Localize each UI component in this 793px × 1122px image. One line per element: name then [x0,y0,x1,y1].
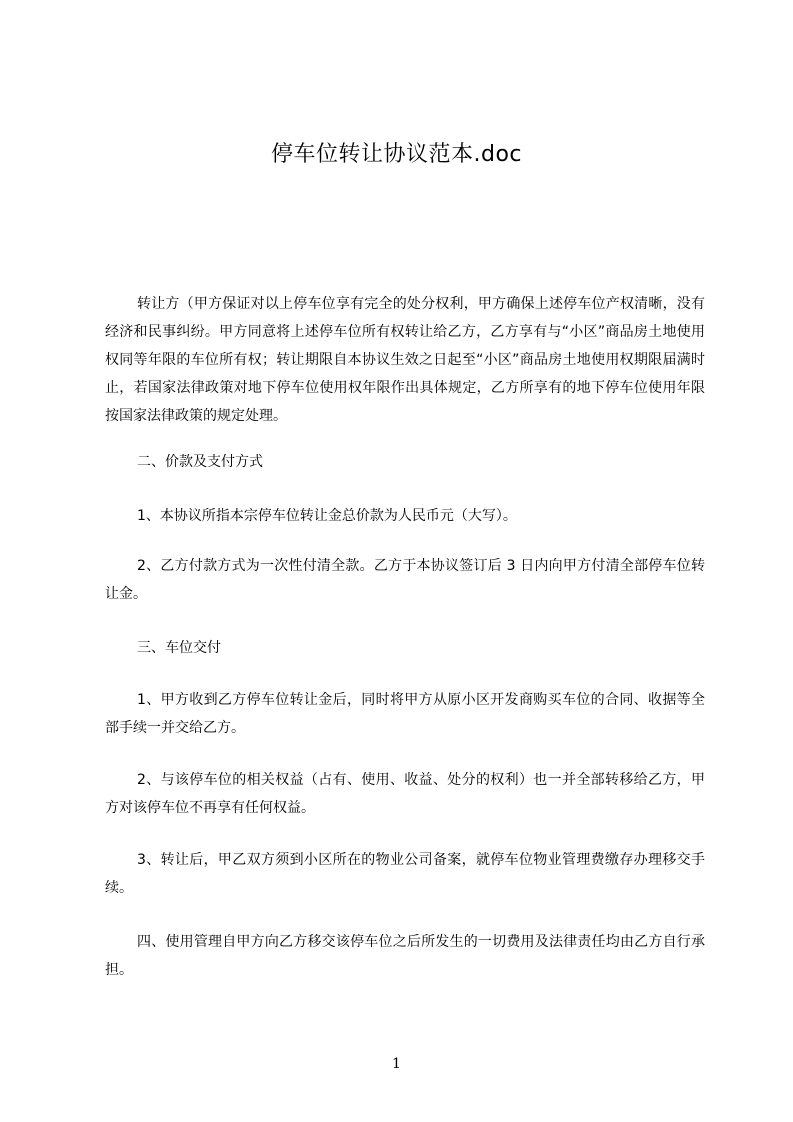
intro-paragraph: 转让方（甲方保证对以上停车位享有完全的处分权利，甲方确保上述停车位产权清晰，没有经济和民事纠纷。甲方同意将上述停车位所有权转让给乙方，乙方享有与“小区”商品房土地使用权同等年限的车位所有权；转让期限自本协议生效之日起至“小区”商品房土地使用权期限届满时止，若国家法律政策对地下停车位使用权年限作出具体规定，乙方所享有的地下停车位使用年限按国家法律政策的规定处理。 [105,296,705,424]
section-2-item-1: 1、本协议所指本宗停车位转让金总价款为人民币元（大写）。 [137,508,517,524]
section-4-paragraph: 四、使用管理自甲方向乙方移交该停车位之后所发生的一切费用及法律责任均由乙方自行承担。 [105,934,705,978]
section-2-heading: 二、价款及支付方式 [137,454,263,470]
section-3-item-2: 2、与该停车位的相关权益（占有、使用、收益、处分的权利）也一并全部转移给乙方，甲方对该停车位不再享有任何权益。 [105,772,705,816]
section-3-heading: 三、车位交付 [137,640,221,656]
section-3-item-3: 3、转让后，甲乙双方须到小区所在的物业公司备案，就停车位物业管理费缴存办理移交手续。 [105,852,705,896]
document-title: 停车位转让协议范本.doc [270,142,522,167]
section-2-item-2: 2、乙方付款方式为一次性付清全款。乙方于本协议签订后 3 日内向甲方付清全部停车位转让金。 [105,558,705,602]
page-number: 1 [392,1056,401,1072]
section-3-item-1: 1、甲方收到乙方停车位转让金后，同时将甲方从原小区开发商购买车位的合同、收据等全部手续一并交给乙方。 [105,692,705,736]
